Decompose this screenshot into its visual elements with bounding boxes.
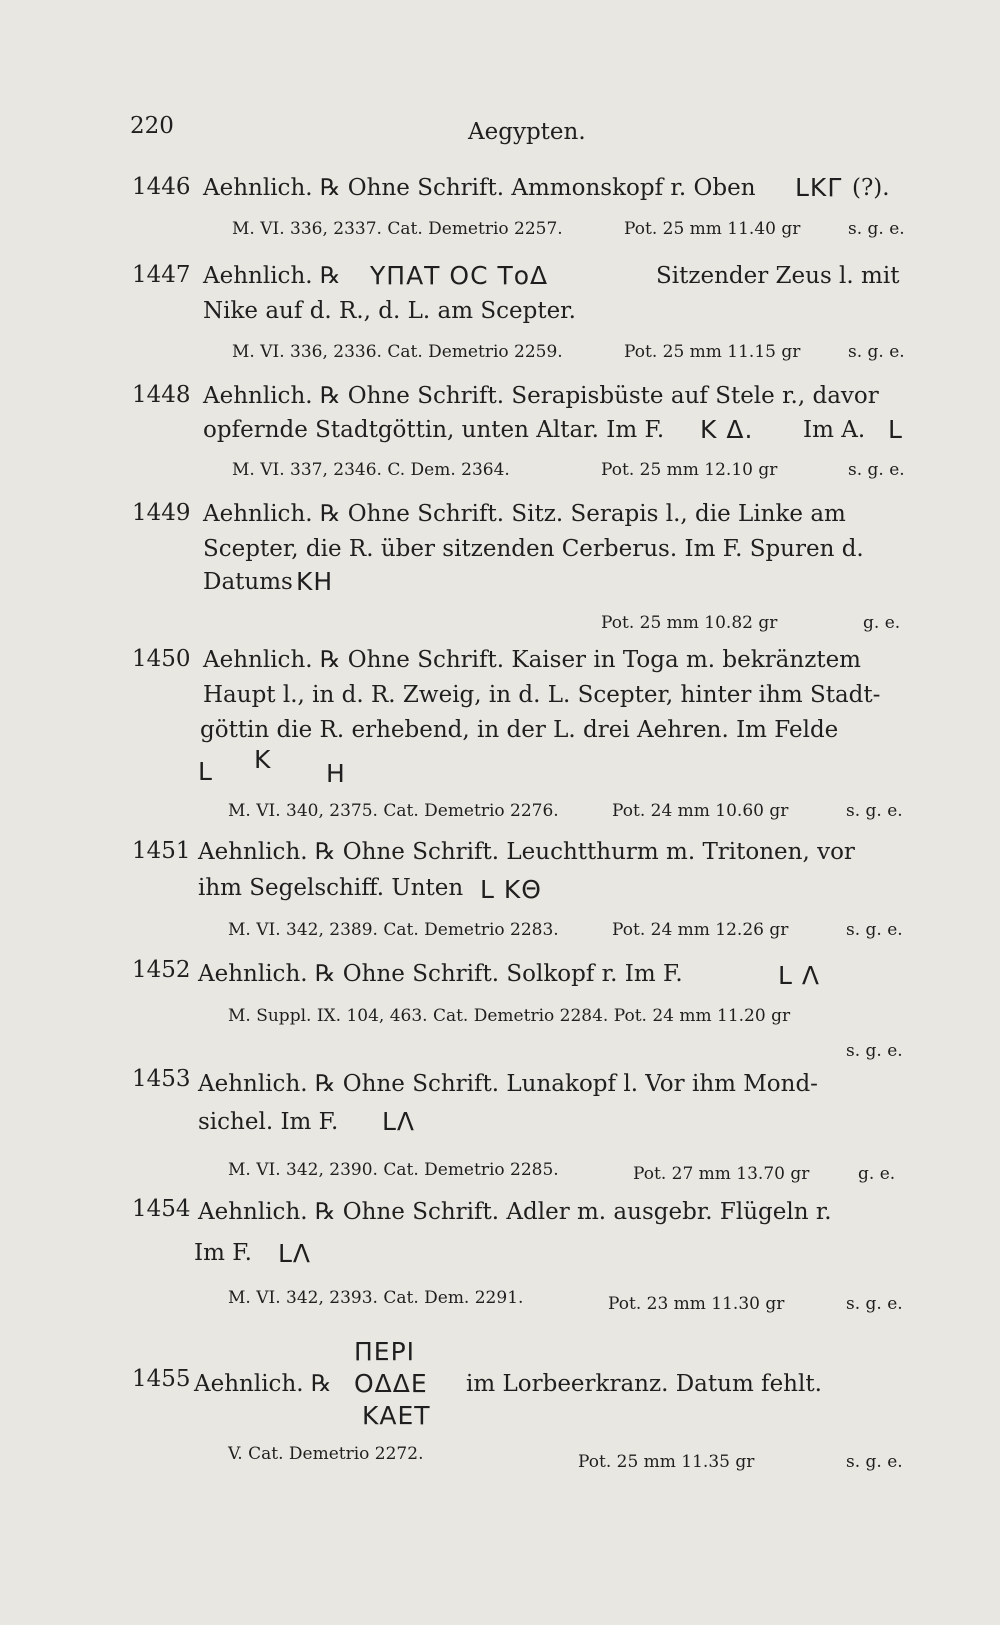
entry-text: Aehnlich. ℞ [194, 1371, 332, 1397]
entry-text: Aehnlich. ℞ Ohne Schrift. Adler m. ausgebr. Flügeln r. [198, 1199, 832, 1225]
condition: s. g. e. [846, 1294, 903, 1314]
greek-legend: ΠΕΡΙ [354, 1337, 416, 1366]
reference: V. Cat. Demetrio 2272. [228, 1444, 424, 1464]
entry-text: opfernde Stadtgöttin, unten Altar. Im F. [203, 417, 665, 443]
weight: Pot. 25 mm 12.10 gr [601, 460, 778, 480]
running-title: Aegypten. [468, 119, 586, 145]
condition: s. g. e. [846, 920, 903, 940]
reference: M. VI. 340, 2375. Cat. Demetrio 2276. [228, 801, 559, 821]
entry-text: Datums [203, 569, 293, 595]
entry-text: Im A. [803, 417, 866, 443]
entry-text: Im F. [194, 1240, 252, 1266]
entry-number: 1452 [132, 957, 191, 983]
reference: M. VI. 337, 2346. C. Dem. 2364. [232, 460, 510, 480]
page-number: 220 [130, 113, 174, 139]
entry-text: ihm Segelschiff. Unten [198, 875, 464, 901]
entry-text: Scepter, die R. über sitzenden Cerberus. Im F. Spuren d. [203, 536, 864, 562]
entry-text: Sitzender Zeus l. mit [656, 263, 900, 289]
entry-text: Aehnlich. ℞ Ohne Schrift. Sitz. Serapis l., die Linke am [203, 501, 846, 527]
greek-legend: LKΓ [795, 173, 843, 202]
reference: M. VI. 336, 2337. Cat. Demetrio 2257. [232, 219, 563, 239]
condition: s. g. e. [848, 219, 905, 239]
entry-text: Aehnlich. ℞ Ohne Schrift. Leuchtthurm m. Tritonen, vor [198, 839, 855, 865]
greek-legend: K [254, 745, 272, 774]
entry-text: Nike auf d. R., d. L. am Scepter. [203, 298, 576, 324]
entry-text: göttin die R. erhebend, in der L. drei Aehren. Im Felde [200, 717, 839, 743]
weight: Pot. 25 mm 11.35 gr [578, 1452, 755, 1472]
reference: M. Suppl. IX. 104, 463. Cat. Demetrio 2284. Pot. 24 mm 11.20 gr [228, 1006, 791, 1026]
entry-text: Aehnlich. ℞ Ohne Schrift. Kaiser in Toga m. bekränztem [203, 647, 861, 673]
weight: Pot. 24 mm 12.26 gr [612, 920, 789, 940]
condition: g. e. [858, 1164, 896, 1184]
entry-text: (?). [852, 175, 890, 201]
greek-legend: K Δ. [700, 415, 754, 444]
greek-legend: L Λ [778, 961, 820, 990]
entry-text: Aehnlich. ℞ Ohne Schrift. Serapisbüste auf Stele r., davor [203, 383, 879, 409]
entry-text: sichel. Im F. [198, 1109, 339, 1135]
entry-number: 1447 [132, 262, 191, 288]
greek-legend: ΥΠΑΤ ΟC ΤοΔ [370, 261, 549, 290]
weight: Pot. 23 mm 11.30 gr [608, 1294, 785, 1314]
weight: Pot. 25 mm 11.40 gr [624, 219, 801, 239]
greek-legend: LΛ [278, 1239, 312, 1268]
entry-text: im Lorbeerkranz. Datum fehlt. [466, 1371, 822, 1397]
condition: s. g. e. [846, 1452, 903, 1472]
entry-number: 1449 [132, 500, 191, 526]
condition: s. g. e. [846, 1041, 903, 1061]
weight: Pot. 25 mm 10.82 gr [601, 613, 778, 633]
weight: Pot. 27 mm 13.70 gr [633, 1164, 810, 1184]
reference: M. VI. 342, 2393. Cat. Dem. 2291. [228, 1288, 524, 1308]
condition: s. g. e. [848, 342, 905, 362]
greek-legend: LΛ [382, 1107, 416, 1136]
greek-legend: KH [296, 567, 334, 596]
entry-text: Haupt l., in d. R. Zweig, in d. L. Scepter, hinter ihm Stadt- [203, 682, 881, 708]
entry-number: 1451 [132, 838, 191, 864]
entry-text: Aehnlich. ℞ Ohne Schrift. Solkopf r. Im F. [198, 961, 683, 987]
reference: M. VI. 342, 2389. Cat. Demetrio 2283. [228, 920, 559, 940]
greek-legend: ΟΔΔΕ [354, 1369, 428, 1398]
weight: Pot. 24 mm 10.60 gr [612, 801, 789, 821]
greek-legend: L [198, 757, 213, 786]
condition: s. g. e. [846, 801, 903, 821]
entry-number: 1454 [132, 1196, 191, 1222]
greek-legend: L [888, 415, 903, 444]
greek-legend: L KΘ [480, 875, 542, 904]
entry-number: 1453 [132, 1066, 191, 1092]
condition: s. g. e. [848, 460, 905, 480]
entry-number: 1450 [132, 646, 191, 672]
reference: M. VI. 342, 2390. Cat. Demetrio 2285. [228, 1160, 559, 1180]
entry-text: Aehnlich. ℞ Ohne Schrift. Ammonskopf r. Oben [203, 175, 756, 201]
entry-number: 1446 [132, 174, 191, 200]
entry-text: Aehnlich. ℞ Ohne Schrift. Lunakopf l. Vor ihm Mond- [198, 1071, 818, 1097]
entry-number: 1448 [132, 382, 191, 408]
greek-legend: H [326, 759, 346, 788]
weight: Pot. 25 mm 11.15 gr [624, 342, 801, 362]
greek-legend: ΚΑΕΤ [362, 1401, 431, 1430]
entry-number: 1455 [132, 1366, 191, 1392]
reference: M. VI. 336, 2336. Cat. Demetrio 2259. [232, 342, 563, 362]
condition: g. e. [863, 613, 901, 633]
entry-text: Aehnlich. ℞ [203, 263, 341, 289]
